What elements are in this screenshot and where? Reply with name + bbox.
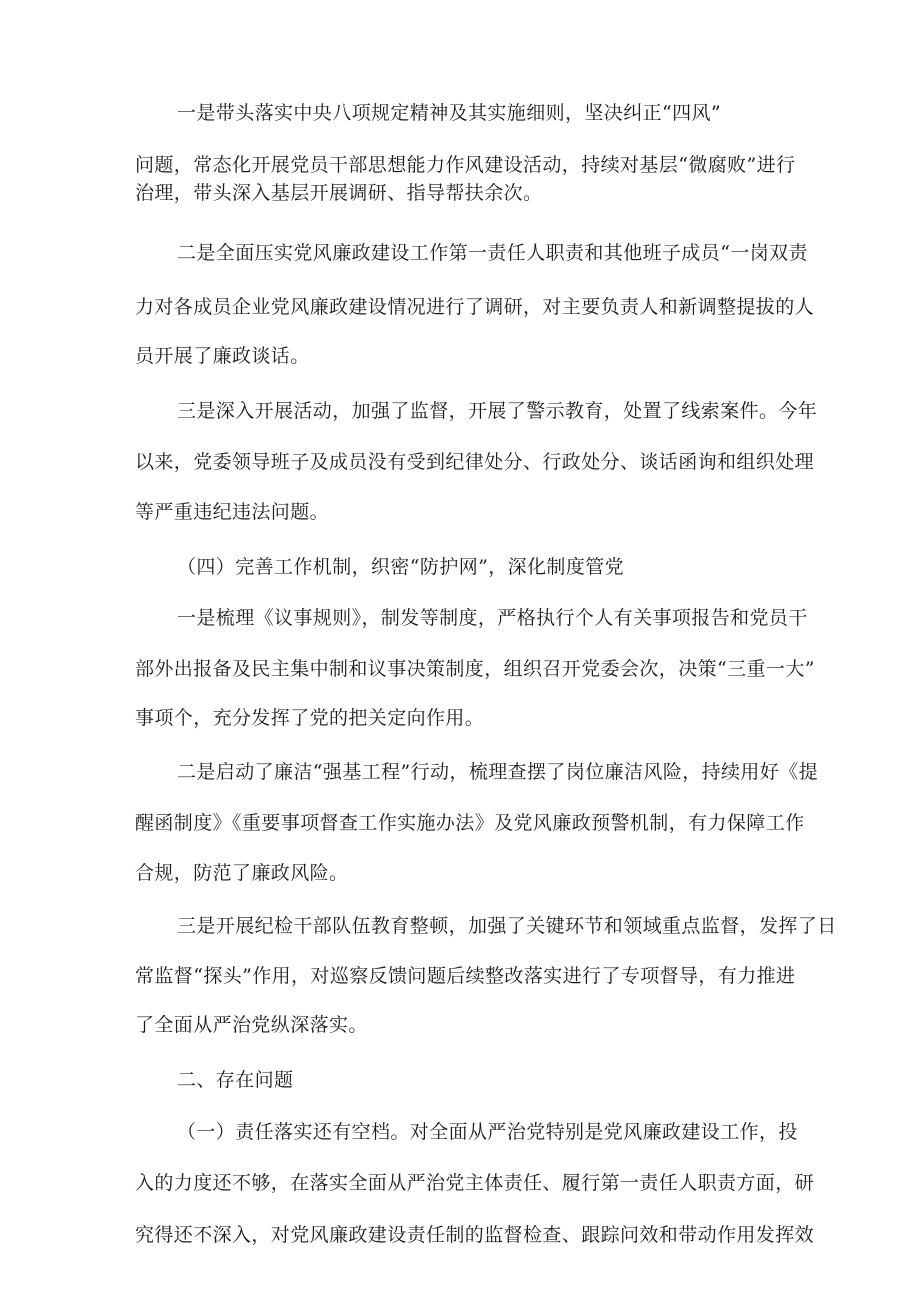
text-line: 入的力度还不够，在落实全面从严治党主体责任、履行第一责任人职责方面，研 — [135, 1172, 815, 1194]
text-line: 员开展了廉政谈话。 — [135, 345, 310, 367]
text-line: 以来，党委领导班子及成员没有受到纪律处分、行政处分、谈话函询和组织处理 — [135, 451, 815, 473]
text-line: 三是深入开展活动，加强了监督，开展了警示教育，处置了线索案件。今年 — [177, 400, 818, 422]
text-line: 合规，防范了廉政风险。 — [135, 862, 349, 884]
text-line: 了全面从严治党纵深落实。 — [135, 1014, 368, 1036]
text-line: 常监督“探头”作用，对巡察反馈问题后续整改落实进行了专项督导，有力推进 — [135, 965, 796, 987]
text-line: 醒函制度》《重要事项督查工作实施办法》及党风廉政预警机制，有力保障工作 — [135, 812, 805, 834]
text-line: 治理，带头深入基层开展调研、指导帮扶余次。 — [135, 182, 543, 204]
text-line: 部外出报备及民主集中制和议事决策制度，组织召开党委会次，决策“三重一大” — [135, 658, 815, 680]
text-line: 问题，常态化开展党员干部思想能力作风建设活动，持续对基层“微腐败”进行 — [135, 154, 796, 176]
section-heading: （四）完善工作机制，织密“防护网”，深化制度管党 — [177, 556, 625, 578]
section-heading: 二、存在问题 — [177, 1069, 294, 1091]
text-line: （一）责任落实还有空档。对全面从严治党特别是党风廉政建设工作，投 — [177, 1121, 798, 1143]
text-line: 一是带头落实中央八项规定精神及其实施细则，坚决纠正“四风” — [177, 102, 722, 124]
text-line: 力对各成员企业党风廉政建设情况进行了调研，对主要负责人和新调整提拔的人 — [135, 296, 815, 318]
text-line: 三是开展纪检干部队伍教育整顿，加强了关键环节和领域重点监督，发挥了日 — [177, 915, 837, 937]
text-line: 究得还不深入，对党风廉政建设责任制的监督检查、跟踪问效和带动作用发挥效 — [135, 1224, 815, 1246]
text-line: 等严重违纪违法问题。 — [135, 501, 330, 523]
text-line: 二是全面压实党风廉政建设工作第一责任人职责和其他班子成员“一岗双责 — [177, 242, 808, 264]
text-line: 二是启动了廉洁“强基工程”行动，梳理查摆了岗位廉洁风险，持续用好《提 — [177, 761, 819, 783]
text-line: 事项个，充分发挥了党的把关定向作用。 — [135, 707, 485, 729]
text-line: 一是梳理《议事规则》，制发等制度，严格执行个人有关事项报告和党员干 — [177, 607, 808, 629]
